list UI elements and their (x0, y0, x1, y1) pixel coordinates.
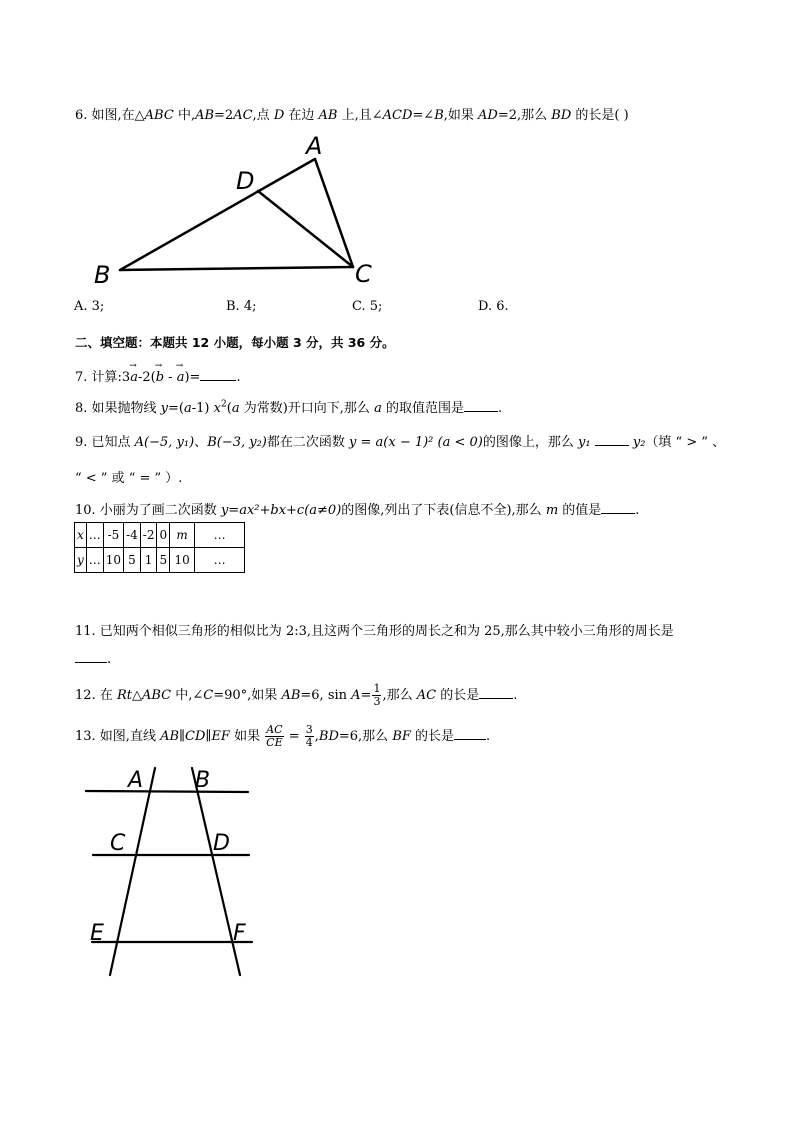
q10-stem: 10. 小丽为了画二次函数 y=ax²+bx+c(a≠0)的图像,列出了下表(信息不全),那么 m 的值是 . (75, 503, 640, 518)
label-C: C (355, 260, 372, 288)
table-cell: … (195, 523, 245, 548)
label-E: E (90, 921, 104, 946)
label-F: F (233, 921, 246, 946)
table-cell: -5 (103, 523, 123, 548)
table-cell: … (86, 548, 103, 573)
q6-option-b[interactable]: B. 4; (226, 299, 257, 314)
table-cell: … (86, 523, 103, 548)
label-A: A (128, 768, 144, 793)
q12-fraction: $\frac{1}{3}$ (373, 682, 381, 708)
label-C: C (110, 831, 126, 856)
table-cell: 10 (170, 548, 195, 573)
q13-stem: 13. 如图,直线 AB∥CD∥EF 如果 $\frac{AC}{CE}$ = $\frac{3}{4}$ ,BD=6,那么 BF 的长是 . (75, 723, 491, 749)
q8-stem: 8. 如果抛物线 y=(a-1) $x^2(a$ 为常数)开口向下,那么 a 的取值范围是 . (75, 399, 503, 416)
q6-option-c[interactable]: C. 5; (352, 299, 383, 314)
transversal-left (110, 768, 155, 975)
line-AB (86, 791, 248, 792)
q7-stem: 7. 计算:3→ a-2(→ b - → a)= . (75, 366, 241, 385)
section-2-heading: 二、填空题：本题共 12 小题，每小题 3 分，共 36 分。 (75, 335, 395, 350)
table-cell: … (195, 548, 245, 573)
q6-stem: 6. 如图,在△ABC 中,AB=2AC,点 D 在边 AB 上,且∠ACD=∠B,如果 AD=2,那么 BD 的长是( ) (75, 108, 629, 123)
label-B: B (195, 768, 211, 793)
label-A: A (306, 132, 323, 160)
label-D: D (213, 831, 230, 856)
q11-answer-line: . (75, 652, 111, 667)
q11-stem: 11. 已知两个相似三角形的相似比为 2:3,且这两个三角形的周长之和为 25,那么其中较小三角形的周长是 (75, 624, 674, 639)
table-cell: 5 (124, 548, 141, 573)
q9-stem-line1: 9. 已知点 A(−5, y₁)、B(−3, y₂)都在二次函数 y = a(x − 1)² (a < 0)的图像上，那么 y₁ y₂（填 “ > ” 、 (75, 435, 726, 450)
q6-option-d[interactable]: D. 6. (478, 299, 509, 314)
table-cell: x (75, 523, 87, 548)
table-cell: 5 (157, 548, 170, 573)
q12-stem: 12. 在 Rt△ABC 中,∠C=90°,如果 AB=6, sin A= $\frac{1}{3}$ ,那么 AC 的长是 . (75, 682, 518, 708)
label-D: D (236, 167, 255, 195)
table-cell: 0 (157, 523, 170, 548)
q13-fraction-ac-ce: $\frac{AC}{CE}$ (266, 723, 283, 749)
table-cell: y (75, 548, 87, 573)
q6-option-a[interactable]: A. 3; (74, 299, 105, 314)
table-cell: 10 (103, 548, 123, 573)
table-cell: 1 (140, 548, 157, 573)
label-B: B (94, 261, 111, 289)
q13-fraction-3-4: $\frac{3}{4}$ (305, 723, 313, 749)
q9-stem-line2: “ < ” 或 “ = ” ）. (75, 471, 183, 486)
table-cell: -4 (124, 523, 141, 548)
table-cell: m (170, 523, 195, 548)
table-cell: -2 (140, 523, 157, 548)
